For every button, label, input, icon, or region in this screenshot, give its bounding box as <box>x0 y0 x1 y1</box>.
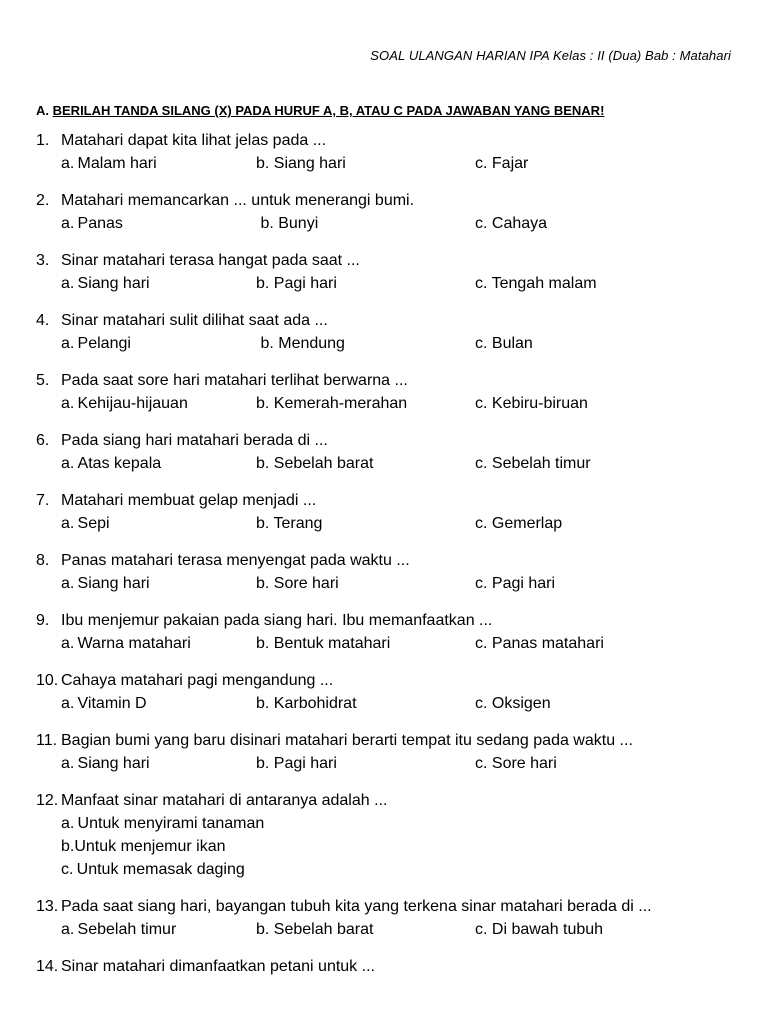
question-11 <box>36 729 756 775</box>
option-b: b. Bentuk matahari <box>256 635 391 652</box>
option-a: a. Siang hari <box>61 575 150 592</box>
question-6 <box>36 429 756 475</box>
question-number: 10. <box>36 672 59 689</box>
question-text: Sinar matahari terasa hangat pada saat ... <box>61 252 360 269</box>
option-a: a. Sepi <box>61 515 110 532</box>
option-b: b. Mendung <box>256 335 345 352</box>
question-7 <box>36 489 756 535</box>
question-number: 3. <box>36 252 50 269</box>
option-c: c. Cahaya <box>475 215 548 232</box>
section-label: A. <box>36 103 49 118</box>
option-c: c. Untuk memasak daging <box>61 861 245 878</box>
option-b: b. Pagi hari <box>256 275 337 292</box>
option-c: c. Oksigen <box>475 695 551 712</box>
question-text: Sinar matahari dimanfaatkan petani untuk ... <box>61 958 375 975</box>
section-instruction: BERILAH TANDA SILANG (X) PADA HURUF A, B, ATAU C PADA JAWABAN YANG BENAR! <box>52 103 605 118</box>
option-a: a. Malam hari <box>61 155 157 172</box>
question-number: 2. <box>36 192 50 209</box>
option-a: a. Untuk menyirami tanaman <box>61 815 265 832</box>
option-b: b. Sebelah barat <box>256 921 374 938</box>
option-c: c. Sebelah timur <box>475 455 591 472</box>
document-header: SOAL ULANGAN HARIAN IPA Kelas : II (Dua) Bab : Matahari <box>370 48 731 63</box>
option-a: a. Siang hari <box>61 275 150 292</box>
option-b: b. Kemerah-merahan <box>256 395 408 412</box>
question-text: Manfaat sinar matahari di antaranya adalah ... <box>61 792 388 809</box>
question-text: Pada siang hari matahari berada di ... <box>61 432 328 449</box>
option-c: c. Pagi hari <box>475 575 556 592</box>
question-14 <box>36 955 756 978</box>
question-number: 6. <box>36 432 50 449</box>
option-a: a. Panas <box>61 215 123 232</box>
option-a: a. Siang hari <box>61 755 150 772</box>
question-text: Ibu menjemur pakaian pada siang hari. Ibu memanfaatkan ... <box>61 612 493 629</box>
section-title <box>36 103 604 118</box>
question-1 <box>36 129 756 175</box>
question-text: Sinar matahari sulit dilihat saat ada ... <box>61 312 328 329</box>
option-c: c. Di bawah tubuh <box>475 921 604 938</box>
question-number: 7. <box>36 492 50 509</box>
question-number: 14. <box>36 958 59 975</box>
option-a: a. Atas kepala <box>61 455 162 472</box>
question-number: 13. <box>36 898 59 915</box>
option-a: a. Warna matahari <box>61 635 191 652</box>
option-b: b. Karbohidrat <box>256 695 357 712</box>
option-c: c. Sore hari <box>475 755 557 772</box>
question-number: 11. <box>36 732 58 749</box>
option-c: c. Tengah malam <box>475 275 597 292</box>
question-5 <box>36 369 756 415</box>
question-text: Matahari memancarkan ... untuk menerangi bumi. <box>61 192 415 209</box>
option-a: a. Vitamin D <box>61 695 147 712</box>
option-b: b. Pagi hari <box>256 755 337 772</box>
question-text: Pada saat sore hari matahari terlihat berwarna ... <box>61 372 408 389</box>
question-number: 4. <box>36 312 50 329</box>
question-text: Panas matahari terasa menyengat pada waktu ... <box>61 552 410 569</box>
question-4 <box>36 309 756 355</box>
question-number: 8. <box>36 552 50 569</box>
question-list <box>36 129 756 992</box>
option-a: a. Sebelah timur <box>61 921 177 938</box>
option-b: b.Untuk menjemur ikan <box>61 838 226 855</box>
question-text: Cahaya matahari pagi mengandung ... <box>61 672 334 689</box>
option-a: a. Kehijau-hijauan <box>61 395 188 412</box>
question-9 <box>36 609 756 655</box>
question-12 <box>36 789 756 881</box>
option-b: b. Sore hari <box>256 575 339 592</box>
question-number: 9. <box>36 612 50 629</box>
question-text: Bagian bumi yang baru disinari matahari berarti tempat itu sedang pada waktu ... <box>61 732 633 749</box>
question-number: 12. <box>36 792 59 809</box>
option-c: c. Bulan <box>475 335 533 352</box>
option-c: c. Fajar <box>475 155 529 172</box>
question-3 <box>36 249 756 295</box>
question-13 <box>36 895 756 941</box>
question-text: Matahari membuat gelap menjadi ... <box>61 492 317 509</box>
question-2 <box>36 189 756 235</box>
question-number: 1. <box>36 132 50 149</box>
option-c: c. Gemerlap <box>475 515 563 532</box>
option-b: b. Siang hari <box>256 155 346 172</box>
question-number: 5. <box>36 372 50 389</box>
question-text: Pada saat siang hari, bayangan tubuh kita yang terkena sinar matahari berada di ... <box>61 898 652 915</box>
option-b: b. Terang <box>256 515 323 532</box>
option-c: c. Kebiru-biruan <box>475 395 588 412</box>
option-b: b. Bunyi <box>256 215 319 232</box>
option-a: a. Pelangi <box>61 335 131 352</box>
question-text: Matahari dapat kita lihat jelas pada ... <box>61 132 327 149</box>
question-8 <box>36 549 756 595</box>
option-c: c. Panas matahari <box>475 635 604 652</box>
option-b: b. Sebelah barat <box>256 455 374 472</box>
question-10 <box>36 669 756 715</box>
